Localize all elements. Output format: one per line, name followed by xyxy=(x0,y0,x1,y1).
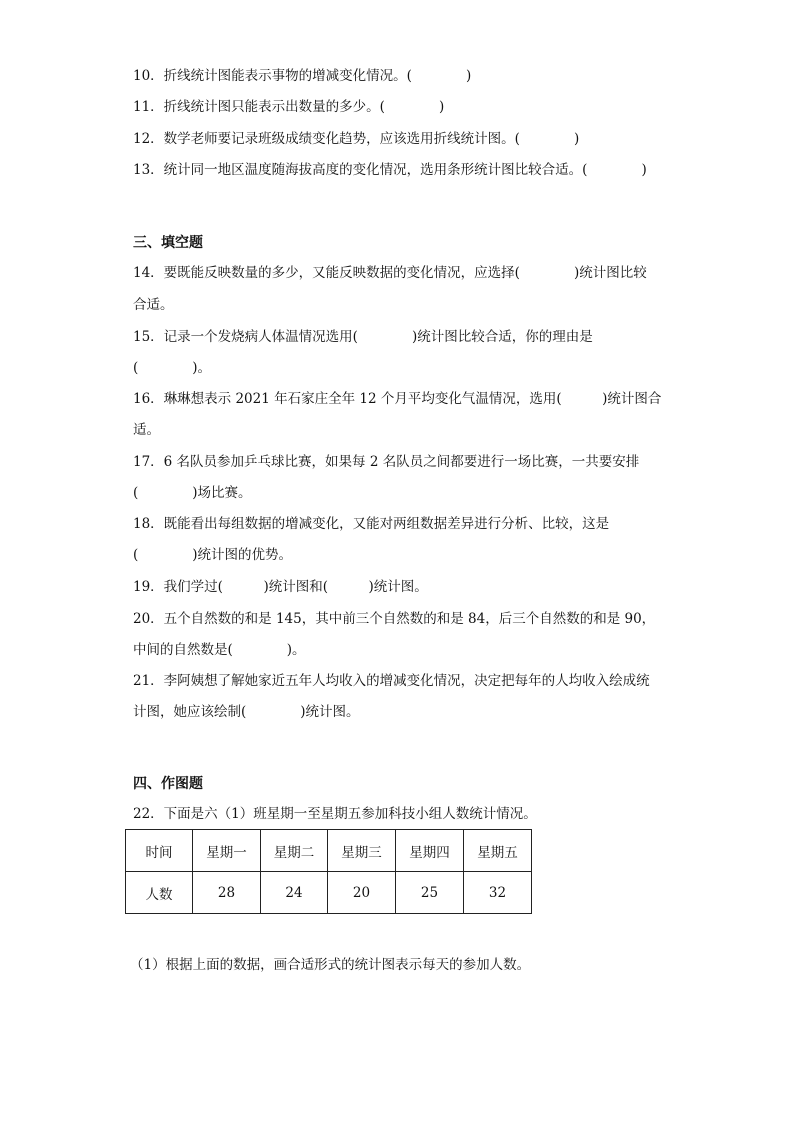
table-day-cell: 星期四 xyxy=(396,830,464,872)
table-day-cell: 星期一 xyxy=(193,830,261,872)
question-18-line2: ( )统计图的优势。 xyxy=(133,547,293,563)
table-count-cell: 20 xyxy=(328,872,396,914)
table-day-cell: 星期五 xyxy=(464,830,532,872)
question-15-line1: 15．记录一个发烧病人体温情况选用( )统计图比较合适，你的理由是 xyxy=(133,329,593,345)
question-13: 13．统计同一地区温度随海拔高度的变化情况，选用条形统计图比较合适。( ) xyxy=(133,162,647,178)
question-19: 19．我们学过( )统计图和( )统计图。 xyxy=(133,579,428,595)
question-16-line1: 16．琳琳想表示 2021 年石家庄全年 12 个月平均变化气温情况，选用( )统计图合 xyxy=(133,391,662,407)
table-count-cell: 32 xyxy=(464,872,532,914)
table-header-cell: 时间 xyxy=(126,830,193,872)
question-22: 22．下面是六（1）班星期一至星期五参加科技小组人数统计情况。 xyxy=(133,806,537,822)
table-row xyxy=(126,830,532,872)
question-12: 12．数学老师要记录班级成绩变化趋势，应该选用折线统计图。( ) xyxy=(133,131,580,147)
table-count-cell: 28 xyxy=(193,872,261,914)
question-10: 10．折线统计图能表示事物的增减变化情况。( ) xyxy=(133,68,472,84)
question-17-line2: ( )场比赛。 xyxy=(133,485,252,501)
question-14-line2: 合适。 xyxy=(133,297,174,313)
table-day-cell: 星期二 xyxy=(261,830,328,872)
question-20-line2: 中间的自然数是( )。 xyxy=(133,642,306,658)
question-21-line2: 计图，她应该绘制( )统计图。 xyxy=(133,704,360,720)
table-header-cell: 人数 xyxy=(126,872,193,914)
question-21-line1: 21．李阿姨想了解她家近五年人均收入的增减变化情况，决定把每年的人均收入绘成统 xyxy=(133,673,650,689)
section-heading-fill: 三、填空题 xyxy=(133,235,203,251)
question-22-part1: （1）根据上面的数据，画合适形式的统计图表示每天的参加人数。 xyxy=(130,957,531,973)
table-count-cell: 24 xyxy=(261,872,328,914)
question-15-line2: ( )。 xyxy=(133,360,212,376)
section-heading-draw: 四、作图题 xyxy=(133,776,203,792)
question-20-line1: 20．五个自然数的和是 145，其中前三个自然数的和是 84，后三个自然数的和是 90， xyxy=(133,611,656,627)
question-16-line2: 适。 xyxy=(133,422,160,438)
question-14-line1: 14．要既能反映数量的多少，又能反映数据的变化情况，应选择( )统计图比较 xyxy=(133,265,647,281)
table-day-cell: 星期三 xyxy=(328,830,396,872)
question-17-line1: 17．6 名队员参加乒乓球比赛，如果每 2 名队员之间都要进行一场比赛，一共要安排 xyxy=(133,454,640,470)
table-row xyxy=(126,872,532,914)
question-11: 11．折线统计图只能表示出数量的多少。( ) xyxy=(133,99,445,115)
data-table xyxy=(125,829,532,914)
table-count-cell: 25 xyxy=(396,872,464,914)
question-18-line1: 18．既能看出每组数据的增减变化，又能对两组数据差异进行分析、比较，这是 xyxy=(133,516,610,532)
